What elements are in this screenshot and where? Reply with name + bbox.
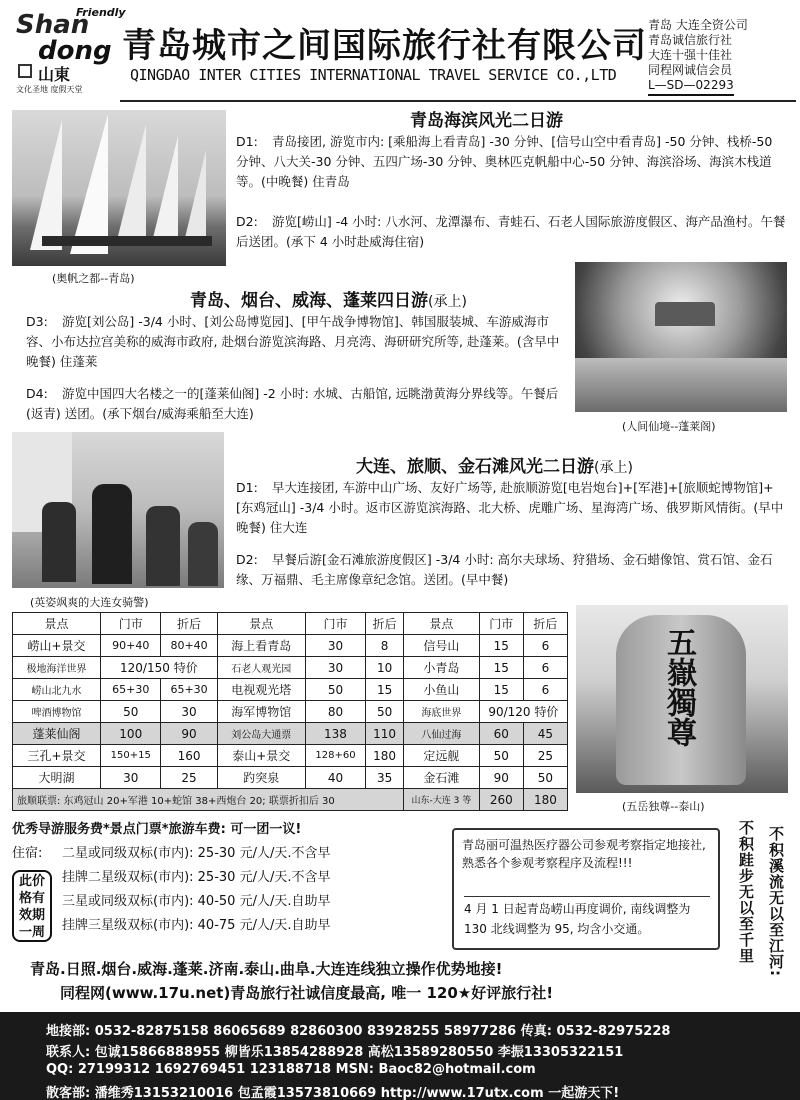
table-cell: 小青岛 — [404, 657, 480, 679]
shandong-logo — [12, 4, 126, 96]
day-label: D4: — [26, 386, 48, 401]
boat-hulls — [42, 236, 212, 246]
tour3-title-sub: (承上) — [594, 460, 633, 476]
table-row — [13, 679, 568, 701]
license-code: L—SD—02293 — [648, 78, 734, 96]
day-text: 游览[刘公岛] -3/4 小时、[刘公岛博览园]、[甲午战争博物馆]、韩国服装城、车游威海市容、小布达拉宫美称的威海市政府, 赴烟台游览滨海路、月亮湾、海研研究所等, 赴蓬莱。(含早中晚餐) 住蓬莱 — [26, 314, 560, 369]
lodging-label: 住宿: — [12, 846, 43, 861]
table-cell: 30 — [305, 635, 365, 657]
table-cell: 30 — [161, 701, 217, 723]
table-cell: 90 — [161, 723, 217, 745]
logo-slogan: 文化圣地 度假天堂 — [16, 85, 83, 94]
table-cell: 40 — [305, 767, 365, 789]
table-cell: 50 — [305, 679, 365, 701]
tour3-day1 — [236, 478, 788, 538]
table-cell: 100 — [101, 723, 161, 745]
logo-shan: Shan — [16, 10, 90, 40]
table-cell: 90+40 — [101, 635, 161, 657]
company-credentials — [648, 18, 798, 96]
table-cell: 50 — [366, 701, 404, 723]
company-name-en: QINGDAO INTER CITIES INTERNATIONAL TRAVEL SERVICE CO.,LTD — [130, 66, 617, 84]
table-cell: 30 — [305, 657, 365, 679]
tour2-title-text: 青岛、烟台、威海、蓬莱四日游 — [190, 291, 428, 311]
table-cell: 260 — [479, 789, 523, 811]
day-text: 早餐后游[金石滩旅游度假区] -3/4 小时: 高尔夫球场、狩猎场、金石蜡像馆、赏石馆、金石缘、万福鼎、毛主席像章纪念馆。送团。(早中餐) — [236, 552, 773, 587]
header-cell: 折后 — [523, 613, 567, 635]
day-label: D1: — [236, 480, 258, 495]
table-cell: 50 — [479, 745, 523, 767]
tour2-title — [190, 286, 467, 311]
notice-scroll — [452, 828, 720, 950]
sea-waves — [575, 358, 787, 412]
table-cell: 大明湖 — [13, 767, 101, 789]
table-cell: 定远舰 — [404, 745, 480, 767]
day-text: 早大连接团, 车游中山广场、友好广场等, 赴旅顺游览[电岩炮台]+[军港]+[旅顺蛇博物馆]+[东鸡冠山] -3/4 小时。返市区游览滨海路、北大桥、虎雕广场、星海湾广场、俄罗斯风情街。(早中晚餐) 住大连 — [236, 480, 784, 535]
table-cell: 山东-大连 3 等 — [404, 789, 480, 811]
rider-shape — [92, 484, 132, 584]
table-cell: 120/150 特价 — [101, 657, 218, 679]
credential-line: 青岛诚信旅行社 — [648, 33, 733, 47]
credibility-banner: 同程网(www.17u.net)青岛旅行社诚信度最高, 唯一 120★好评旅行社! — [60, 984, 554, 1002]
table-cell: 小鱼山 — [404, 679, 480, 701]
header-cell: 景点 — [217, 613, 305, 635]
logo-friendly: Friendly — [76, 6, 126, 19]
tour3-title-text: 大连、旅顺、金石滩风光二日游 — [356, 457, 594, 477]
tour2-title-sub: (承上) — [428, 294, 467, 310]
table-cell: 50 — [523, 767, 567, 789]
table-cell: 160 — [161, 745, 217, 767]
table-cell: 180 — [366, 745, 404, 767]
table-cell: 啤酒博物馆 — [13, 701, 101, 723]
table-cell: 65+30 — [101, 679, 161, 701]
table-cell: 8 — [366, 635, 404, 657]
table-cell: 趵突泉 — [217, 767, 305, 789]
tour2-day3 — [26, 312, 566, 372]
service-offer: 优秀导游服务费*景点门票*旅游车费: 可一团一议! — [12, 822, 302, 837]
table-cell: 90 — [479, 767, 523, 789]
table-cell: 25 — [523, 745, 567, 767]
header-cell: 景点 — [13, 613, 101, 635]
penglai-photo — [575, 262, 787, 412]
lodging-item: 挂牌三星级双标(市内): 40-75 元/人/天.自助早 — [62, 918, 331, 933]
sailing-photo — [12, 110, 226, 266]
taishan-caption: (五岳独尊--泰山) — [622, 800, 705, 813]
table-cell: 三孔+景交 — [13, 745, 101, 767]
day-text: 游览中国四大名楼之一的[蓬莱仙阁] -2 小时: 水城、古船馆, 远眺渤黄海分界线等。午餐后 (返青) 送团。(承下烟台/威海乘船至大连) — [26, 386, 559, 421]
police-caption: (英姿飒爽的大连女骑警) — [30, 596, 149, 609]
table-cell: 128+60 — [305, 745, 365, 767]
routes-banner: 青岛.日照.烟台.威海.蓬莱.济南.泰山.曲阜.大连连线独立操作优势地接! — [30, 960, 503, 978]
table-cell: 崂山北九水 — [13, 679, 101, 701]
taishan-photo — [576, 605, 788, 793]
table-row — [13, 745, 568, 767]
proverb-left: 不积跬步无以至千里 — [737, 820, 755, 964]
credential-line: 同程网诚信会员 — [648, 63, 733, 77]
table-cell: 110 — [366, 723, 404, 745]
tour3-title — [356, 452, 633, 477]
tour3-day2 — [236, 550, 788, 590]
table-cell: 35 — [366, 767, 404, 789]
table-cell: 旅顺联票: 东鸡冠山 20+军港 10+蛇馆 38+西炮台 20; 联票折扣后 30 — [13, 789, 404, 811]
footer-phone-line: 地接部: 0532-82875158 86065689 82860300 83928255 58977286 传真: 0532-82975228 — [46, 1024, 671, 1039]
rider-shape — [188, 522, 218, 586]
table-cell: 30 — [101, 767, 161, 789]
table-cell: 180 — [523, 789, 567, 811]
table-cell: 海军博物馆 — [217, 701, 305, 723]
table-cell: 石老人观光园 — [217, 657, 305, 679]
table-cell: 65+30 — [161, 679, 217, 701]
table-cell: 60 — [479, 723, 523, 745]
day-label: D2: — [236, 552, 258, 567]
table-row — [13, 723, 568, 745]
table-cell: 电视观光塔 — [217, 679, 305, 701]
table-row — [13, 789, 568, 811]
table-cell: 15 — [366, 679, 404, 701]
penglai-caption: (人间仙境--蓬莱阁) — [622, 420, 716, 433]
credential-line: 青岛 大连全资公司 — [648, 18, 748, 32]
rider-shape — [146, 506, 180, 586]
credential-line: 大连十强十佳社 — [648, 48, 733, 62]
seal-icon — [18, 64, 32, 78]
table-cell: 45 — [523, 723, 567, 745]
header-cell: 门市 — [479, 613, 523, 635]
header-cell: 景点 — [404, 613, 480, 635]
tour2-day4 — [26, 384, 566, 424]
table-cell: 海上看青岛 — [217, 635, 305, 657]
day-text: 游览[崂山] -4 小时: 八水河、龙潭瀑布、青蛙石、石老人国际旅游度假区、海产品渔村。午餐后送团。(承下 4 小时赴威海住宿) — [236, 214, 786, 249]
table-cell: 150+15 — [101, 745, 161, 767]
footer-retail-line: 散客部: 潘维秀13153210016 包孟霞13573810669 http://www.17utx.com 一起游天下! — [46, 1086, 620, 1100]
table-cell: 15 — [479, 679, 523, 701]
logo-cn: 山東 — [38, 65, 71, 84]
table-cell: 6 — [523, 657, 567, 679]
table-cell: 刘公岛大通票 — [217, 723, 305, 745]
table-cell: 6 — [523, 635, 567, 657]
proverb-right: 不积溪流无以至江河: — [767, 826, 785, 977]
table-row — [13, 657, 568, 679]
header-cell: 折后 — [366, 613, 404, 635]
lodging-item: 二星或同级双标(市内): 25-30 元/人/天.不含早 — [62, 846, 331, 861]
day-label: D3: — [26, 314, 48, 329]
table-cell: 海底世界 — [404, 701, 480, 723]
tour1-day2 — [236, 212, 788, 252]
table-cell: 25 — [161, 767, 217, 789]
company-name-cn: 青岛城市之间国际旅行社有限公司 — [122, 26, 647, 66]
header-cell: 门市 — [305, 613, 365, 635]
table-row — [13, 635, 568, 657]
day-text: 青岛接团, 游览市内: [乘船海上看青岛] -30 分钟、[信号山空中看青岛] -50 分钟、栈桥-50 分钟、八大关-30 分钟、五四广场-30 分钟、奥林匹克帆船中心-50 分钟、海滨浴场、海滨木栈道等。(中晚餐) 住青岛 — [236, 134, 773, 189]
header-cell: 折后 — [161, 613, 217, 635]
table-cell: 80 — [305, 701, 365, 723]
sailing-caption: (奥帆之都--青岛) — [52, 272, 135, 285]
rider-shape — [42, 502, 76, 582]
table-cell: 50 — [101, 701, 161, 723]
day-label: D1: — [236, 134, 258, 149]
notice-top: 青岛丽可温热医疗器公司参观考察指定地接社, 熟悉各个参观考察程序及流程!!! — [462, 838, 706, 870]
admission-price-table — [12, 612, 568, 811]
logo-dong: dong — [38, 36, 112, 66]
table-cell: 15 — [479, 635, 523, 657]
table-cell: 6 — [523, 679, 567, 701]
table-cell: 信号山 — [404, 635, 480, 657]
pavilion-shape — [655, 302, 715, 326]
header-cell: 门市 — [101, 613, 161, 635]
mounted-police-photo — [12, 432, 224, 588]
table-row — [13, 767, 568, 789]
table-cell: 极地海洋世界 — [13, 657, 101, 679]
table-cell: 10 — [366, 657, 404, 679]
validity-badge: 此价格有效期一周 — [12, 870, 52, 942]
table-cell: 八仙过海 — [404, 723, 480, 745]
day-label: D2: — [236, 214, 258, 229]
table-cell: 金石滩 — [404, 767, 480, 789]
tour1-title: 青岛海滨风光二日游 — [410, 111, 563, 131]
table-cell: 崂山+景交 — [13, 635, 101, 657]
table-cell: 蓬莱仙阁 — [13, 723, 101, 745]
footer-qq-line: QQ: 27199312 1692769451 123188718 MSN: Baoc82@hotmail.com — [46, 1062, 536, 1077]
tour1-day1 — [236, 132, 788, 192]
lodging-item: 挂牌二星级双标(市内): 25-30 元/人/天.不含早 — [62, 870, 331, 885]
rock-inscription: 五嶽獨尊 — [661, 627, 696, 747]
contact-footer — [0, 1012, 800, 1100]
table-cell: 80+40 — [161, 635, 217, 657]
lodging-item: 三星或同级双标(市内): 40-50 元/人/天.自助早 — [62, 894, 331, 909]
table-row — [13, 701, 568, 723]
header-divider — [120, 100, 796, 102]
table-cell: 90/120 特价 — [479, 701, 567, 723]
lodging-list — [62, 842, 330, 938]
table-cell: 泰山+景交 — [217, 745, 305, 767]
table-cell: 138 — [305, 723, 365, 745]
table-header-row — [13, 613, 568, 635]
notice-bottom: 4 月 1 日起青岛崂山再度调价, 南线调整为 130 北线调整为 95, 均含小交通。 — [464, 896, 710, 939]
table-cell: 15 — [479, 657, 523, 679]
footer-contacts-line: 联系人: 包诚15866888955 柳皆乐13854288928 高松13589280550 李振13305322151 — [46, 1045, 624, 1060]
